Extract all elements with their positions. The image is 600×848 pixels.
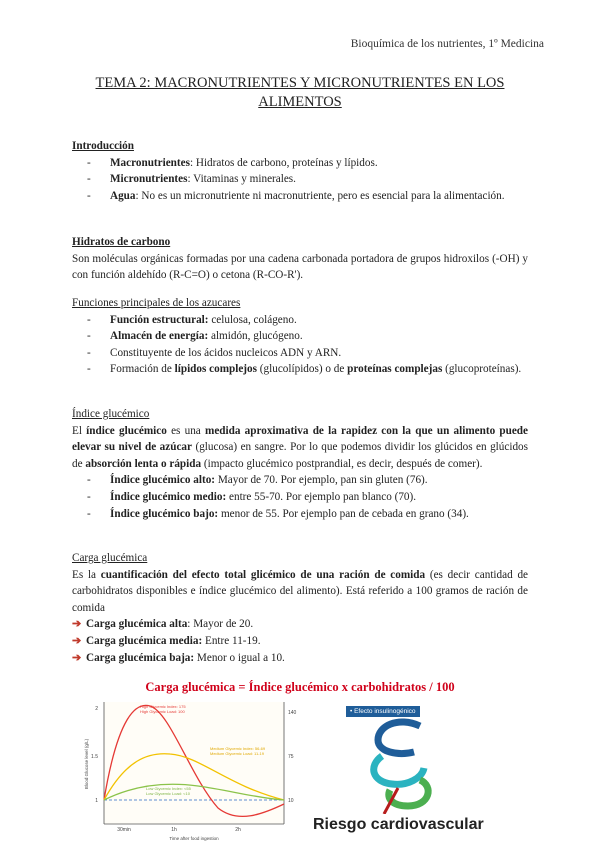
cycle-arrow-blue [378, 722, 420, 754]
y-tick-label: 2 [95, 706, 98, 712]
hidratos-section [72, 234, 528, 284]
carga-section [72, 550, 528, 666]
legend-label-high: High Glycemic Index: 175 [140, 704, 186, 709]
funciones-heading: Funciones principales de los azucares [72, 297, 241, 309]
x-axis-label: Time after food ingestion [169, 836, 219, 841]
list-item: - Micronutrientes: Vitaminas y minerales. [72, 171, 528, 188]
x-tick-label: 1h [171, 827, 177, 833]
glycemic-chart [78, 696, 306, 846]
y-tick-label: 1 [95, 798, 98, 804]
list-item: - Almacén de energía: almidón, glucógeno. [72, 328, 528, 345]
page-title: TEMA 2: MACRONUTRIENTES Y MICRONUTRIENTES EN LOS ALIMENTOS [95, 75, 505, 110]
legend-label-low: Low Glycemic Index: <55 [146, 786, 191, 791]
indice-heading: Índice glucémico [72, 408, 150, 420]
legend-label-high-load: High Glycemic Load: 100 [140, 709, 185, 714]
indice-text: El índice glucémico es una medida aproximativa de la rapidez con la que un alimento puede elevar su nivel de azúcar (glucosa) en sangre. Por lo que podemos dividir los glúcidos en glúcidos de absorción lenta o rápida (impacto glucémico postprandial, es decir, después de comer). [72, 424, 528, 470]
list-item: - Constituyente de los ácidos nucleicos ADN y ARN. [72, 345, 528, 362]
list-item: - Formación de lípidos complejos (glucolípidos) o de proteínas complejas (glucoproteínas). [72, 361, 528, 378]
list-item: ➔ Carga glucémica baja: Menor o igual a 10. [72, 650, 528, 667]
carga-text: Es la cuantificación del efecto total glicémico de una ración de comida (es decir cantidad de carbohidratos disponibles e índice glucémico del alimento). Está referido a 100 gramos de ración de comida [72, 568, 528, 614]
hidratos-text: Son moléculas orgánicas formadas por una cadena carbonada portadora de grupos hidroxilos (-OH) y con función aldehído (R-C=O) o cetona (R-CO-R'). [72, 252, 528, 282]
list-item: - Índice glucémico bajo: menor de 55. Por ejemplo pan de cebada en grano (34). [72, 506, 528, 523]
effect-badge: • Efecto insulinogénico [346, 706, 420, 717]
formula-title: Carga glucémica = Índice glucémico x carbohidratos / 100 [145, 680, 455, 694]
page-header: Bioquímica de los nutrientes, 1º Medicina [350, 38, 544, 50]
list-item: - Función estructural: celulosa, colágeno. [72, 312, 528, 329]
cycle-arrow-teal [374, 756, 424, 784]
legend-label-medium: Medium Glycemic Index: 56-69 [210, 746, 266, 751]
legend-label-medium-load: Medium Glycemic Load: 11-19 [210, 751, 264, 756]
arrow-icon: ➔ [72, 634, 82, 647]
list-item: - Índice glucémico medio: entre 55-70. Por ejemplo pan blanco (70). [72, 489, 528, 506]
carga-list [72, 616, 528, 666]
hidratos-heading: Hidratos de carbono [72, 236, 171, 248]
arrow-icon: ➔ [72, 651, 82, 664]
x-tick-label: 30min [117, 827, 131, 833]
carga-heading: Carga glucémica [72, 552, 148, 564]
intro-heading: Introducción [72, 140, 134, 152]
intro-section [72, 138, 528, 204]
list-item: ➔ Carga glucémica media: Entre 11-19. [72, 633, 528, 650]
legend-label-low-load: Low Glycemic Load: <10 [146, 791, 190, 796]
funciones-list [72, 312, 528, 378]
y-tick-label: 1.5 [91, 754, 98, 760]
intro-list [72, 155, 528, 205]
y-axis-label: Blood Glucose level (g/L) [84, 738, 89, 790]
list-item: - Macronutrientes: Hidratos de carbono, proteínas y lípidos. [72, 155, 528, 172]
list-item: ➔ Carga glucémica alta: Mayor de 20. [72, 616, 528, 633]
insulin-effect-figure [364, 716, 440, 814]
list-item: - Agua: No es un micronutriente ni macronutriente, pero es esencial para la alimentación. [72, 188, 528, 205]
riesgo-caption: Riesgo cardiovascular [313, 816, 484, 833]
plot-area [104, 702, 284, 824]
y-right-tick-label: 75 [288, 754, 294, 760]
y-right-tick-label: 10 [288, 798, 294, 804]
indice-section [72, 406, 528, 522]
indice-list [72, 472, 528, 522]
list-item: - Índice glucémico alto: Mayor de 70. Por ejemplo, pan sin gluten (76). [72, 472, 528, 489]
funciones-section [72, 295, 528, 378]
arrow-icon: ➔ [72, 618, 82, 631]
y-right-tick-label: 140 [288, 710, 297, 716]
x-tick-label: 2h [235, 827, 241, 833]
